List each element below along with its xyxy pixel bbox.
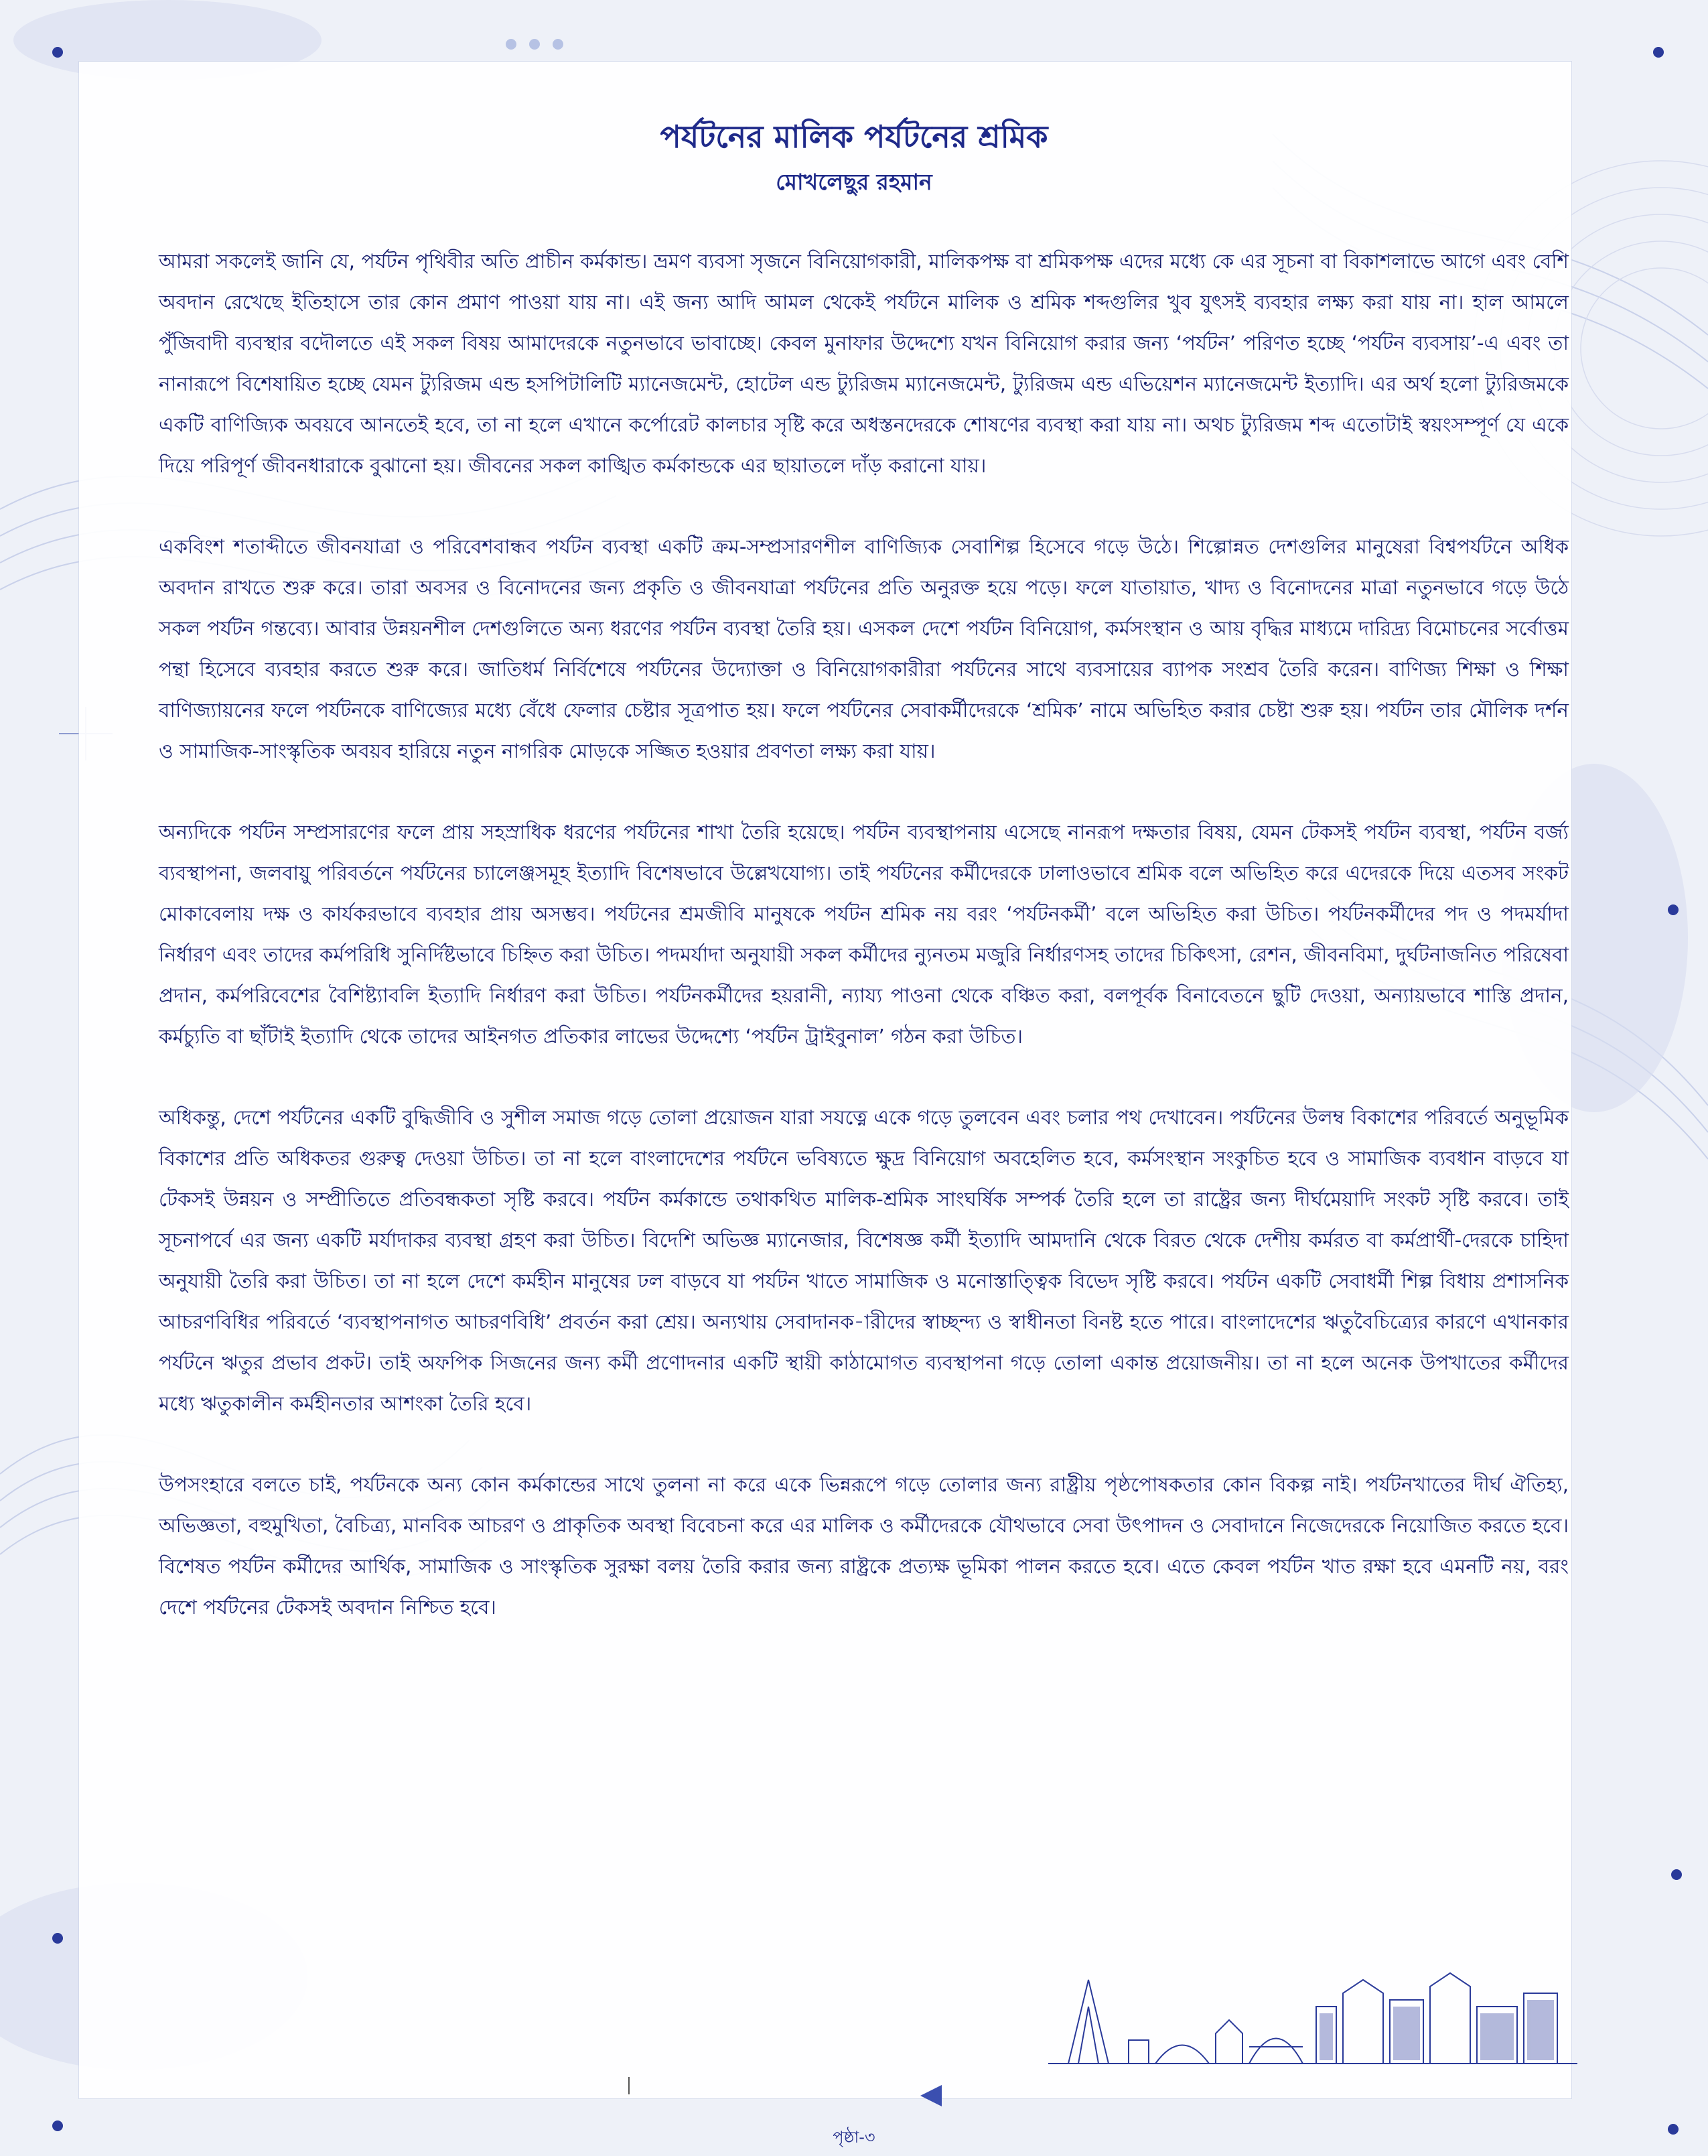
arrow-left-icon [918, 2082, 944, 2109]
page-number: পৃষ্ঠা-৩ [833, 2128, 875, 2147]
decorative-dot [1671, 1869, 1682, 1880]
paragraph-4: অধিকন্তু, দেশে পর্যটনের একটি বুদ্ধিজীবি ও সুশীল সমাজ গড়ে তোলা প্রয়োজন যারা সযত্নে একে গড়ে তুলবেন এবং চলার পথ দেখাবেন। পর্যটনের উলম্ব বিকাশের পরিবর্তে অনুভূমিক বিকাশের প্রতি অধিকতর গুরুত্ব দেওয়া উচিত। তা না হলে বাংলাদেশের পর্যটনে ভবিষ্যতে ক্ষুদ্র বিনিয়োগ অবহেলিত হবে, কর্মসংস্থান সংকুচিত হবে ও সামাজিক ব্যবধান বাড়বে যা টেকসই উন্নয়ন ও সম্প্রীতিতে প্রতিবন্ধকতা সৃষ্টি করবে। পর্যটন কর্মকান্ডে তথাকথিত মালিক-শ্রমিক সাংঘর্ষিক সম্পর্ক তৈরি হলে তা রাষ্ট্রের জন্য দীর্ঘমেয়াদি সংকট সৃষ্টি করবে। তাই সূচনাপর্বে এর জন্য একটি মর্যাদাকর ব্যবস্থা গ্রহণ করা উচিত। বিদেশি অভিজ্ঞ ম্যানেজার, বিশেষজ্ঞ কর্মী ইত্যাদি আমদানি থেকে বিরত থেকে দেশীয় কর্মরত বা কর্মপ্রার্থী-দেরকে চাহিদা অনুযায়ী তৈরি করা উচিত। তা না হলে দেশে কর্মহীন মানুষের ঢল বাড়বে যা পর্যটন খাতে সামাজিক ও মনোস্তাত্ত্বিক বিভেদ সৃষ্টি করবে। পর্যটন একটি সেবাধর্মী শিল্প বিধায় প্রশাসনিক আচরণবিধির পরিবর্তে ‘ব্যবস্থাপনাগত আচরণবিধি’ প্রবর্তন করা শ্রেয়। অন্যথায় সেবাদানক-ারীদের স্বাচ্ছন্দ্য ও স্বাধীনতা বিনষ্ট হতে পারে। বাংলাদেশের ঋতুবৈচিত্র্যের কারণে এখানকার পর্যটনে ঋতুর প্রভাব প্রকট। তাই অফপিক সিজনের জন্য কর্মী প্রণোদনার একটি স্থায়ী কাঠামোগত ব্যবস্থাপনা গড়ে তোলা একান্ত প্রয়োজনীয়। তা না হলে অনেক উপখাতের কর্মীদের মধ্যে ঋতুকালীন কর্মহীনতার আশংকা তৈরি হবে। [159, 1106, 1569, 1415]
article-author: মোখলেছুর রহমান [776, 169, 932, 195]
article-title: পর্যটনের মালিক পর্যটনের শ্রমিক [660, 119, 1048, 155]
city-skyline-illustration [1048, 1966, 1577, 2067]
decorative-dot [1653, 47, 1664, 58]
decorative-dot [553, 39, 563, 50]
divider-tick [628, 2077, 630, 2094]
paragraph-1: আমরা সকলেই জানি যে, পর্যটন পৃথিবীর অতি প্রাচীন কর্মকান্ড। ভ্রমণ ব্যবসা সৃজনে বিনিয়োগকারী, মালিকপক্ষ বা শ্রমিকপক্ষ এদের মধ্যে কে এর সূচনা বা বিকাশলাভে আগে এবং বেশি অবদান রেখেছে ইতিহাসে তার কোন প্রমাণ পাওয়া যায় না। এই জন্য আদি আমল থেকেই পর্যটনে মালিক ও শ্রমিক শব্দগুলির খুব যুৎসই ব্যবহার লক্ষ্য করা যায় না। হাল আমলে পুঁজিবাদী ব্যবস্থার বদৌলতে এই সকল বিষয় আমাদেরকে নতুনভাবে ভাবাচ্ছে। কেবল মুনাফার উদ্দেশ্যে যখন বিনিয়োগ করার জন্য ‘পর্যটন’ পরিণত হচ্ছে ‘পর্যটন ব্যবসায়’-এ এবং তা নানারূপে বিশেষায়িত হচ্ছে যেমন ট্যুরিজম এন্ড হসপিটালিটি ম্যানেজমেন্ট, হোটেল এন্ড ট্যুরিজম ম্যানেজমেন্ট, ট্যুরিজম এন্ড এভিয়েশন ম্যানেজমেন্ট ইত্যাদি। এর অর্থ হলো ট্যুরিজমকে একটি বাণিজ্যিক অবয়বে আনতেই হবে, তা না হলে এখানে কর্পোরেট কালচার সৃষ্টি করে অধস্তনদেরকে শোষণের ব্যবস্থা করা যায় না। অথচ ট্যুরিজম শব্দ এতোটাই স্বয়ংসম্পূর্ণ যে একে দিয়ে পরিপূর্ণ জীবনধারাকে বুঝানো হয়। জীবনের সকল কাঙ্খিত কর্মকান্ডকে এর ছায়াতলে দাঁড় করানো যায়। [159, 250, 1569, 477]
paragraph-5: উপসংহারে বলতে চাই, পর্যটনকে অন্য কোন কর্মকান্ডের সাথে তুলনা না করে একে ভিন্নরূপে গড়ে তোলার জন্য রাষ্ট্রীয় পৃষ্ঠপোষকতার কোন বিকল্প নাই। পর্যটনখাতের দীর্ঘ ঐতিহ্য, অভিজ্ঞতা, বহুমুখিতা, বৈচিত্র্য, মানবিক আচরণ ও প্রাকৃতিক অবস্থা বিবেচনা করে এর মালিক ও কর্মীদেরকে যৌথভাবে সেবা উৎপাদন ও সেবাদানে নিজেদেরকে নিয়োজিত করতে হবে। বিশেষত পর্যটন কর্মীদের আর্থিক, সামাজিক ও সাংস্কৃতিক সুরক্ষা বলয় তৈরি করার জন্য রাষ্ট্রকে প্রত্যক্ষ ভূমিকা পালন করতে হবে। এতে কেবল পর্যটন খাত রক্ষা হবে এমনটি নয়, বরং দেশে পর্যটনের টেকসই অবদান নিশ্চিত হবে। [159, 1473, 1569, 1619]
paragraph-2: একবিংশ শতাব্দীতে জীবনযাত্রা ও পরিবেশবান্ধব পর্যটন ব্যবস্থা একটি ক্রম-সম্প্রসারণশীল বাণিজ্যিক সেবাশিল্প হিসেবে গড়ে উঠে। শিল্পোন্নত দেশগুলির মানুষেরা বিশ্বপর্যটনে অধিক অবদান রাখতে শুরু করে। তারা অবসর ও বিনোদনের জন্য প্রকৃতি ও জীবনযাত্রা পর্যটনের প্রতি অনুরক্ত হয়ে পড়ে। ফলে যাতায়াত, খাদ্য ও বিনোদনের মাত্রা নতুনভাবে গড়ে উঠে সকল পর্যটন গন্তব্যে। আবার উন্নয়নশীল দেশগুলিতে অন্য ধরণের পর্যটন ব্যবস্থা তৈরি হয়। এসকল দেশে পর্যটন বিনিয়োগ, কর্মসংস্থান ও আয় বৃদ্ধির মাধ্যমে দারিদ্র্য বিমোচনের সর্বোত্তম পন্থা হিসেবে ব্যবহার করতে শুরু করে। জাতিধর্ম নির্বিশেষে পর্যটনের উদ্যোক্তা ও বিনিয়োগকারীরা পর্যটনের সাথে ব্যবসায়ের ব্যাপক সংশ্রব তৈরি করেন। বাণিজ্য শিক্ষা ও শিক্ষা বাণিজ্যায়নের ফলে পর্যটনকে বাণিজ্যের মধ্যে বেঁধে ফেলার চেষ্টার সূত্রপাত হয়। ফলে পর্যটনের সেবাকর্মীদেরকে ‘শ্রমিক’ নামে অভিহিত করার চেষ্টা শুরু হয়। পর্যটন তার মৌলিক দর্শন ও সামাজিক-সাংস্কৃতিক অবয়ব হারিয়ে নতুন নাগরিক মোড়কে সজ্জিত হওয়ার প্রবণতা লক্ষ্য করা যায়। [159, 535, 1569, 762]
decorative-dot [52, 47, 63, 58]
decorative-dot [52, 1933, 63, 1944]
article-body [159, 241, 1569, 1668]
decorative-dot [529, 39, 540, 50]
decorative-dot [506, 39, 516, 50]
decorative-dot [1668, 904, 1679, 915]
paragraph-3: অন্যদিকে পর্যটন সম্প্রসারণের ফলে প্রায় সহস্রাধিক ধরণের পর্যটনের শাখা তৈরি হয়েছে। পর্যটন ব্যবস্থাপনায় এসেছে নানরূপ দক্ষতার বিষয়, যেমন টেকসই পর্যটন ব্যবস্থা, পর্যটন বর্জ্য ব্যবস্থাপনা, জলবায়ু পরিবর্তনে পর্যটনের চ্যালেঞ্জসমূহ ইত্যাদি বিশেষভাবে উল্লেখযোগ্য। তাই পর্যটনের কর্মীদেরকে ঢালাওভাবে শ্রমিক বলে অভিহিত করে এদেরকে দিয়ে এতসব সংকট মোকাবেলায় দক্ষ ও কার্যকরভাবে ব্যবহার প্রায় অসম্ভব। পর্যটনের শ্রমজীবি মানুষকে পর্যটন শ্রমিক নয় বরং ‘পর্যটনকর্মী’ বলে অভিহিত করা উচিত। পর্যটনকর্মীদের পদ ও পদমর্যাদা নির্ধারণ এবং তাদের কর্মপরিধি সুনির্দিষ্টভাবে চিহ্নিত করা উচিত। পদমর্যাদা অনুযায়ী সকল কর্মীদের ন্যুনতম মজুরি নির্ধারণসহ তাদের চিকিৎসা, রেশন, জীবনবিমা, দুর্ঘটনাজনিত পরিষেবা প্রদান, কর্মপরিবেশের বৈশিষ্ট্যাবলি ইত্যাদি নির্ধারণ করা উচিত। পর্যটনকর্মীদের হয়রানী, ন্যায্য পাওনা থেকে বঞ্চিত করা, বলপূর্বক বিনাবেতনে ছুটি দেওয়া, অন্যায়ভাবে শাস্তি প্রদান, কর্মচ্যুতি বা ছাঁটাই ইত্যাদি থেকে তাদের আইনগত প্রতিকার লাভের উদ্দেশ্যে ‘পর্যটন ট্রাইবুনাল’ গঠন করা উচিত। [159, 821, 1569, 1048]
